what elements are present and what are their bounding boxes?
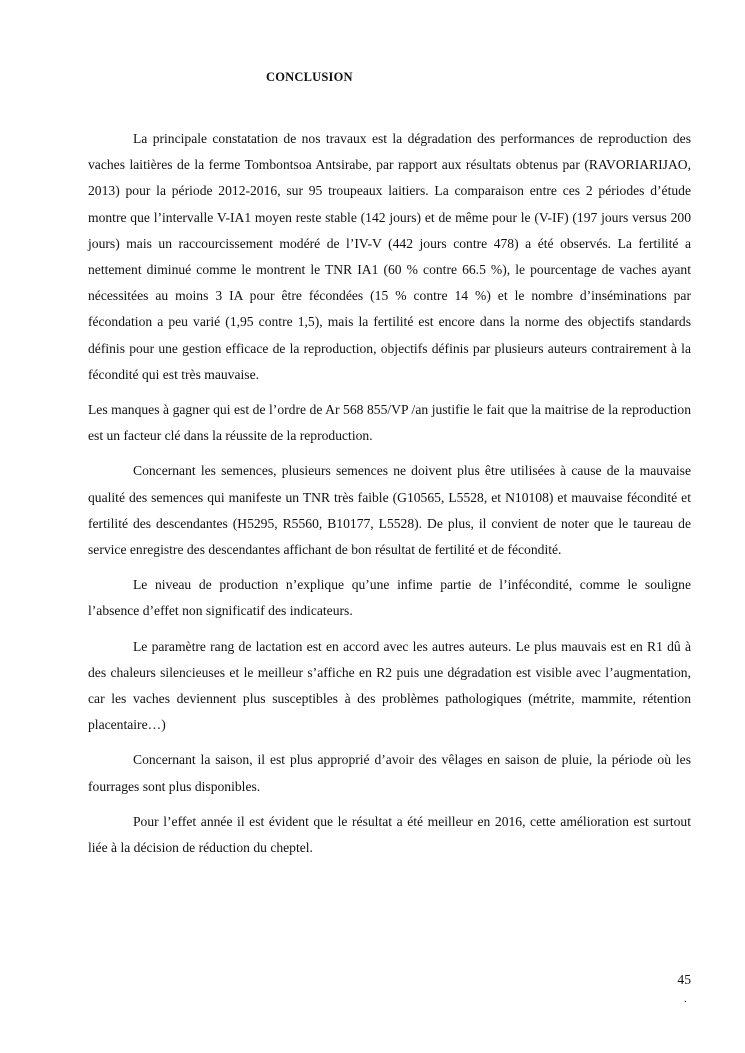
paragraph-season: Concernant la saison, il est plus approprié d’avoir des vêlages en saison de pluie, la période où les fourrages sont plus disponibles. [88,752,691,794]
paragraph-year-effect: Pour l’effet année il est évident que le résultat a été meilleur en 2016, cette amélioration est surtout liée à la décision de réduction du cheptel. [88,813,691,856]
paragraph-semen: Concernant les semences, plusieurs semences ne doivent plus être utilisées à cause de la mauvaise qualité des semences qui manifeste un TNR très faible (G10565, L5528, et N10108) et mauvaise fécondité et fertilité des descendantes (H5295, R5560, B10177, L5528). De plus, il convient de noter que le taureau de service enregistre des descendantes affichant de bon résultat de fertilité et de fécondité. [88,463,691,558]
page-number: 45 [677,972,691,987]
page-mark: . [684,993,687,1005]
paragraph-losses: Les manques à gagner qui est de l’ordre de Ar 568 855/VP /an justifie le fait que la maitrise de la reproduction est un facteur clé dans la réussite de la reproduction. [88,402,691,444]
conclusion-body [88,126,691,870]
paragraph-production-level: Le niveau de production n’explique qu’une infime partie de l’infécondité, comme le souligne l’absence d’effet non significatif des indicateurs. [88,577,691,619]
page-title: CONCLUSION [266,70,353,84]
paragraph-lactation-rank: Le paramètre rang de lactation est en accord avec les autres auteurs. Le plus mauvais est en R1 dû à des chaleurs silencieuses et le meilleur s’affiche en R2 puis une dégradation est visible avec l’augmentation, car les vaches deviennent plus susceptibles à des problèmes pathologiques (métrite, mammite, rétention placentaire…) [88,638,691,733]
paragraph-summary: La principale constatation de nos travaux est la dégradation des performances de reproduction des vaches laitières de la ferme Tombontsoa Antsirabe, par rapport aux résultats obtenus par (RAVORIARIJAO, 2013) pour la période 2012-2016, sur 95 troupeaux laitiers. La comparaison entre ces 2 périodes d’étude montre que l’intervalle V-IA1 moyen reste stable (142 jours) et de même pour le (V-IF) (197 jours versus 200 jours) mais un raccourcissement modéré de l’IV-V (442 jours contre 478) a été observés. La fertilité a nettement diminué comme le montrent le TNR IA1 (60 % contre 66.5 %), le pourcentage de vaches ayant nécessitées au moins 3 IA pour être fécondées (15 % contre 14 %) et le nombre d’inséminations par fécondation a peu varié (1,95 contre 1,5), mais la fertilité est encore dans la norme des objectifs standards définis pour une gestion efficace de la reproduction, objectifs définis par plusieurs auteurs contrairement à la fécondité qui est très mauvaise. [88,131,691,382]
